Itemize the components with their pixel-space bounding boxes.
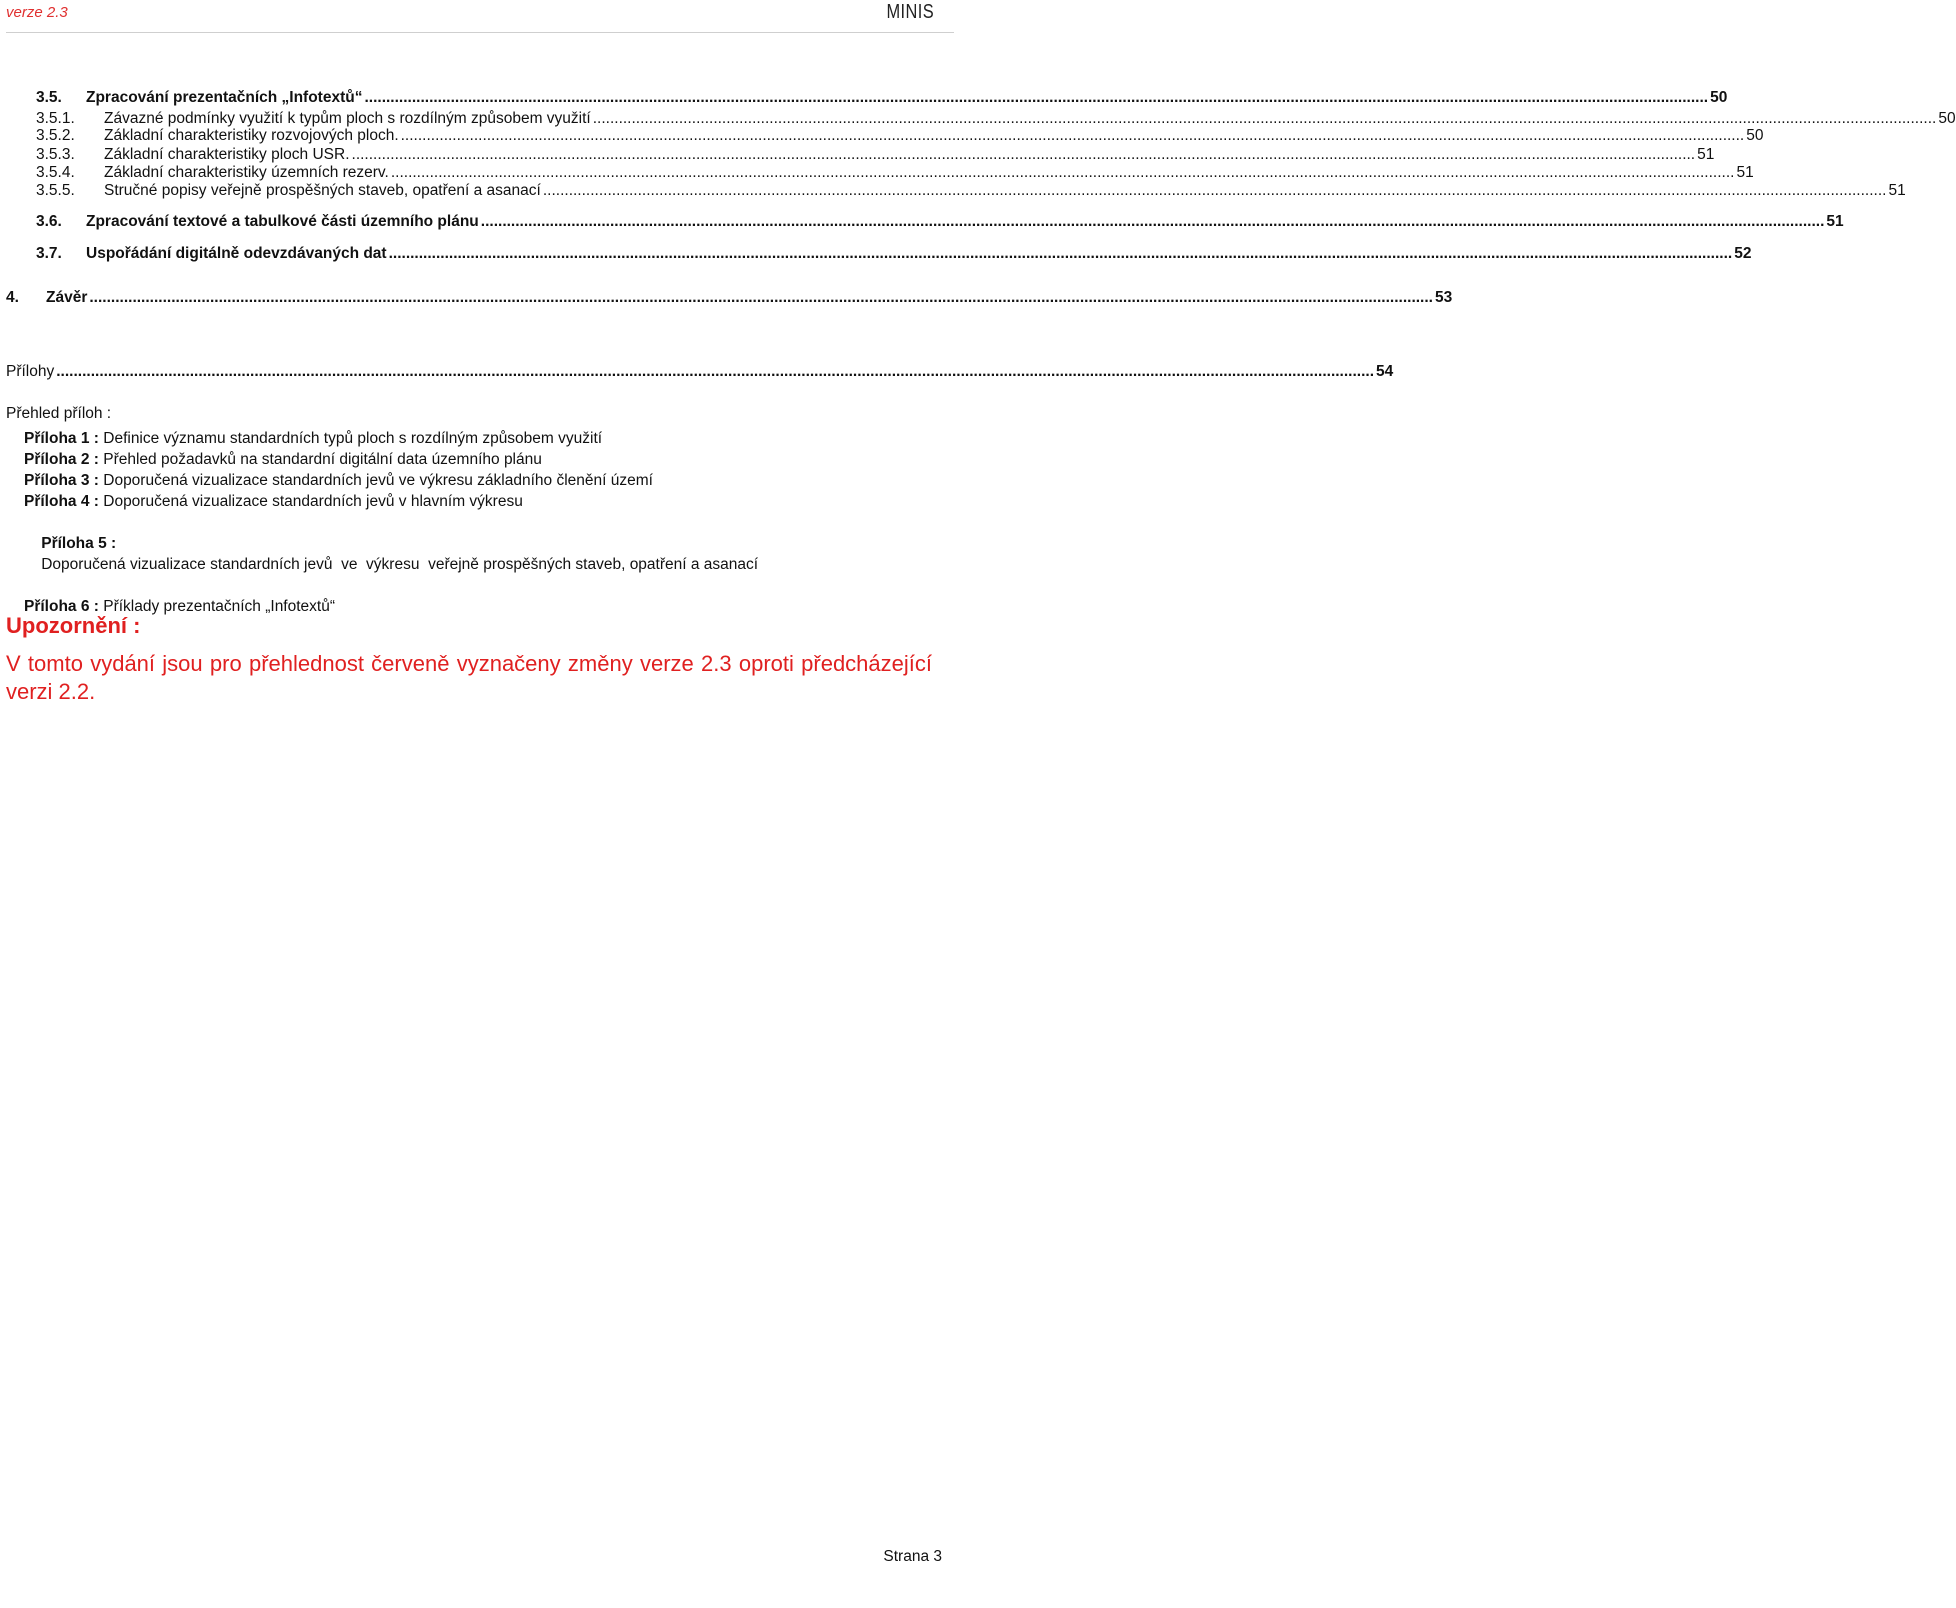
toc-leader — [352, 145, 1696, 165]
toc-page: 52 — [1734, 245, 1752, 262]
attachment-item — [24, 449, 954, 470]
toc-page: 51 — [1826, 213, 1844, 230]
notice-text: V tomto vydání jsou pro přehlednost červeně vyznačeny změny verze 2.3 oproti předcházející verzi 2.2. — [6, 651, 932, 704]
toc-title: Stručné popisy veřejně prospěšných staveb, opatření a asanací — [104, 182, 541, 199]
notice-title: Upozornění : — [6, 613, 141, 638]
toc-number: 3.5.3. — [36, 146, 75, 163]
toc-page: 53 — [1434, 289, 1453, 306]
attachment-text: Přehled požadavků na standardní digitální data územního plánu — [103, 451, 542, 468]
page-number: Strana 3 — [883, 1548, 942, 1565]
toc-title: Uspořádání digitálně odevzdávaných dat — [86, 245, 387, 262]
toc-entry[interactable] — [36, 163, 1754, 183]
toc-title: Závěr — [46, 289, 88, 306]
toc-page: 50 — [1938, 110, 1956, 127]
toc-page: 51 — [1697, 146, 1715, 163]
toc-entry[interactable] — [36, 126, 1764, 146]
attachment-item — [24, 512, 954, 596]
attachment-text: Doporučená vizualizace standardních jevů ve výkresu veřejně prospěšných staveb, opatření a asanací — [41, 556, 759, 573]
attachment-item — [24, 428, 954, 449]
toc-title: Základní charakteristiky územních rezerv. — [104, 164, 389, 181]
attachments-toc-title: Přílohy — [6, 363, 55, 380]
attachments-list — [24, 428, 954, 617]
toc-number: 3.5.1. — [36, 110, 75, 127]
toc-leader — [401, 126, 1745, 146]
toc-leader — [389, 244, 1733, 264]
toc-title: Základní charakteristiky ploch USR. — [104, 146, 350, 163]
attachment-prefix: Příloha 1 : — [24, 430, 99, 447]
attachment-prefix: Příloha 3 : — [24, 472, 99, 489]
toc-title: Základní charakteristiky rozvojových ploch. — [104, 127, 399, 144]
toc-number: 3.5.5. — [36, 182, 75, 199]
toc-title: Závazné podmínky využití k typům ploch s rozdílným způsobem využití — [104, 110, 591, 127]
toc-entry[interactable] — [36, 244, 1752, 264]
toc-number: 4. — [6, 289, 19, 306]
toc-number: 3.7. — [36, 245, 62, 262]
attachment-prefix: Příloha 4 : — [24, 493, 99, 510]
version-label: verze 2.3 — [6, 4, 68, 21]
attachments-heading: Přehled příloh : — [6, 405, 112, 422]
toc-entry[interactable] — [36, 181, 1906, 201]
toc-number: 3.5.4. — [36, 164, 75, 181]
toc-page: 51 — [1888, 182, 1906, 199]
attachment-text: Příklady prezentačních „Infotextů“ — [103, 598, 336, 615]
toc-page: 50 — [1710, 89, 1728, 106]
attachment-item — [24, 470, 954, 491]
attachment-prefix: Příloha 2 : — [24, 451, 99, 468]
toc-entry[interactable] — [36, 145, 1715, 165]
toc-leader — [364, 88, 1708, 108]
attachment-prefix: Příloha 6 : — [24, 598, 99, 615]
attachment-text: Doporučená vizualizace standardních jevů ve výkresu základního členění území — [103, 472, 653, 489]
attachment-item — [24, 491, 954, 512]
toc-number: 3.5. — [36, 89, 62, 106]
toc-leader — [391, 163, 1735, 183]
toc-leader — [56, 362, 1374, 382]
attachments-toc-entry[interactable] — [6, 362, 1394, 382]
toc-title: Zpracování textové a tabulkové části územního plánu — [86, 213, 479, 230]
attachments-toc-page: 54 — [1376, 363, 1394, 380]
header-divider — [6, 32, 954, 33]
toc-entry[interactable] — [6, 288, 1453, 308]
toc-page: 50 — [1746, 127, 1764, 144]
attachment-item — [24, 596, 954, 617]
attachment-text: Doporučená vizualizace standardních jevů v hlavním výkresu — [103, 493, 523, 510]
attachment-text: Definice významu standardních typů ploch s rozdílným způsobem využití — [103, 430, 603, 447]
toc-entry[interactable] — [36, 88, 1728, 108]
toc-number: 3.6. — [36, 213, 62, 230]
toc-entry[interactable] — [36, 212, 1844, 232]
toc-title: Zpracování prezentačních „Infotextů“ — [86, 89, 363, 106]
toc-leader — [481, 212, 1825, 232]
toc-page: 51 — [1736, 164, 1754, 181]
attachment-prefix: Příloha 5 : — [41, 535, 117, 552]
toc-leader — [89, 288, 1433, 308]
toc-leader — [543, 181, 1887, 201]
minis-logo: MINIS — [886, 1, 934, 23]
toc-number: 3.5.2. — [36, 127, 75, 144]
